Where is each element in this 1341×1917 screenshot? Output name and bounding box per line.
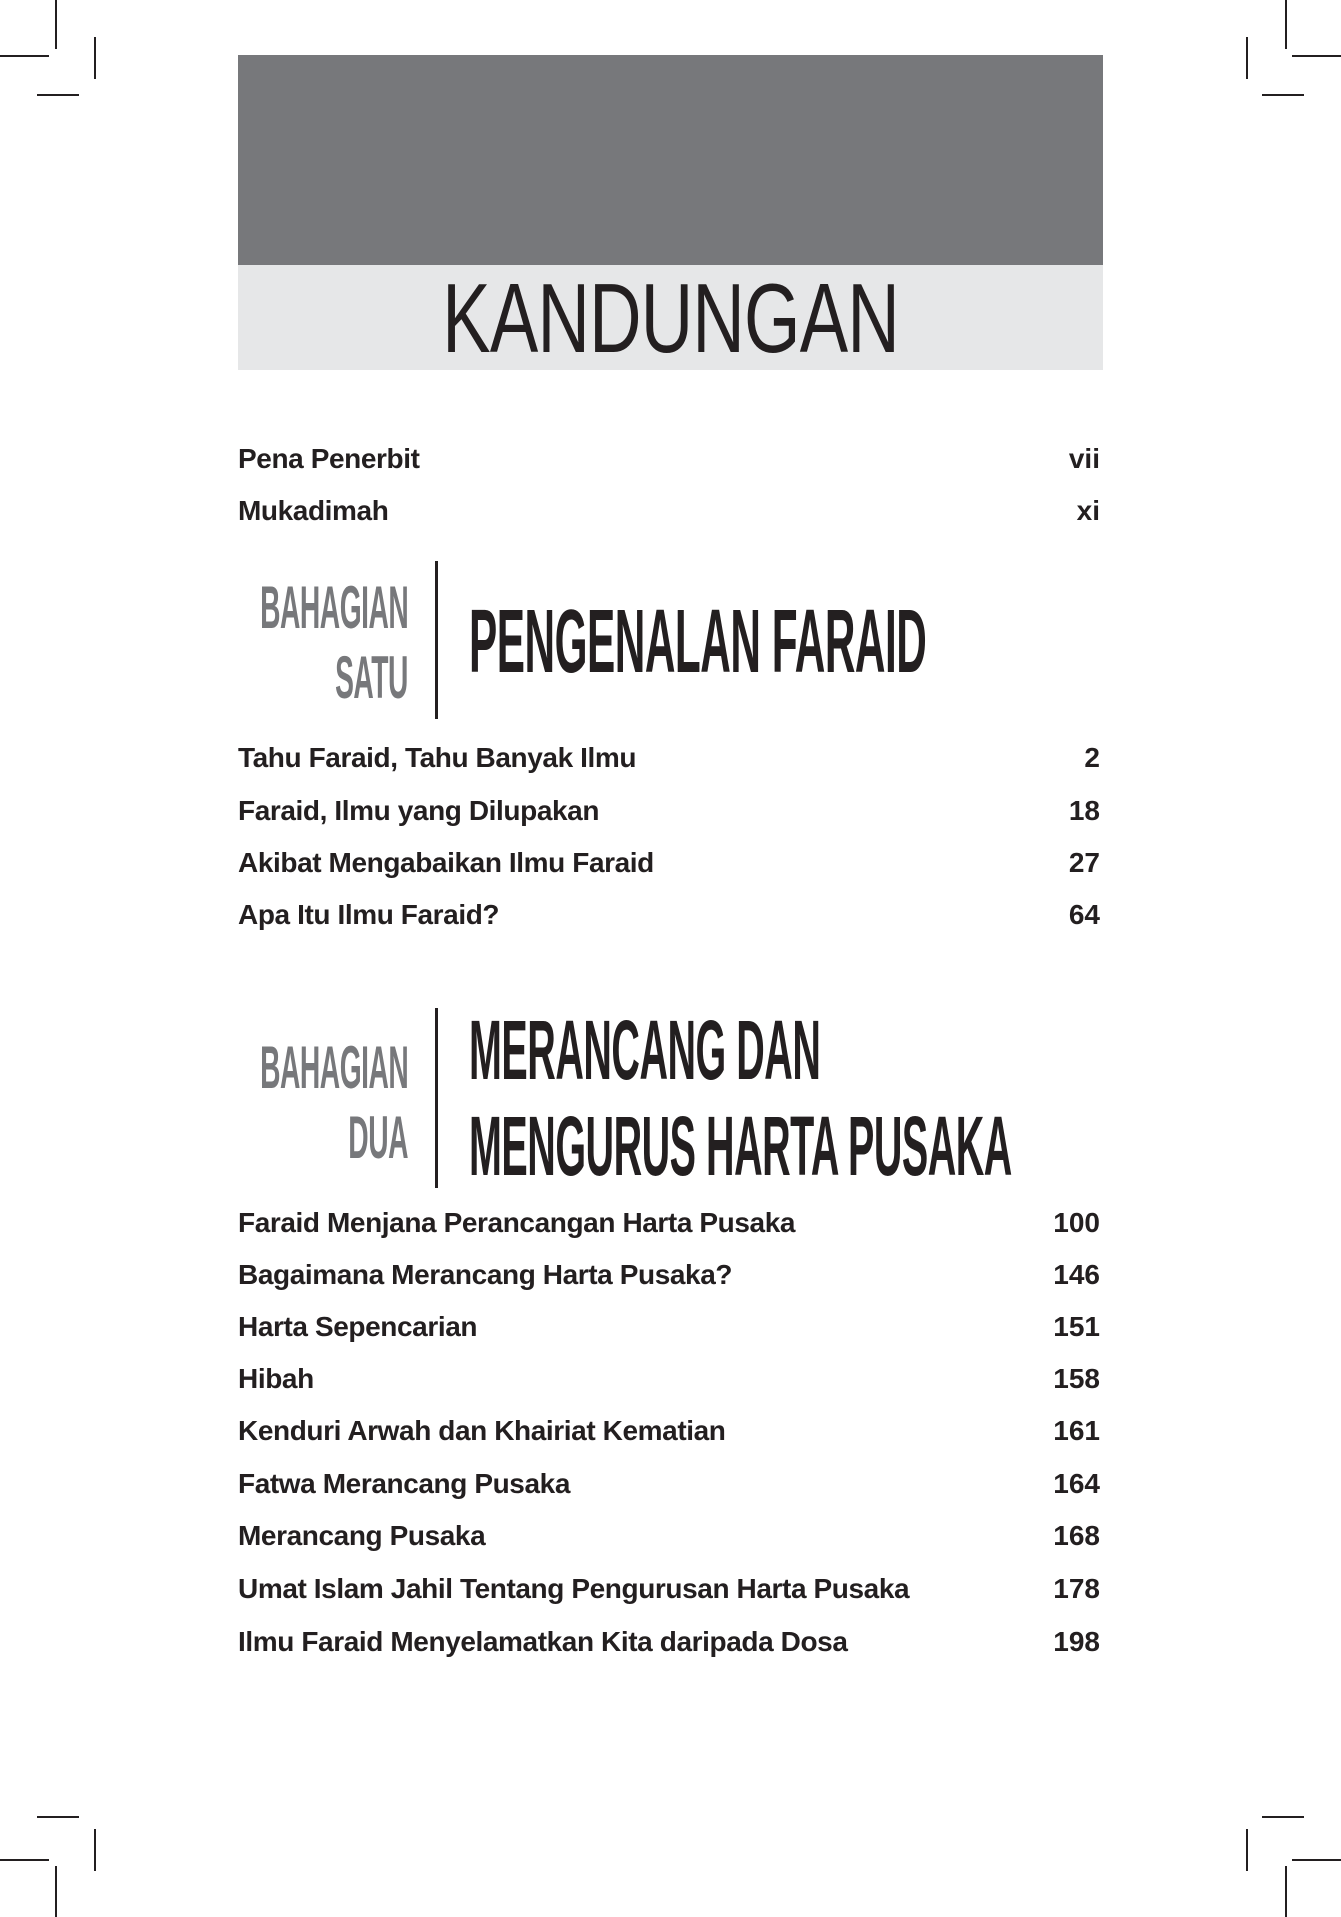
crop-mark <box>1246 37 1248 79</box>
divider <box>435 561 438 719</box>
toc-entry-page: 64 <box>1068 899 1100 930</box>
part-label-number: SATU <box>335 644 408 711</box>
crop-mark <box>37 94 79 96</box>
crop-mark <box>0 1859 49 1861</box>
toc-entry-page: 27 <box>1068 847 1100 878</box>
toc-entry-page: 151 <box>1053 1311 1100 1342</box>
toc-entry-page: 18 <box>1068 795 1100 826</box>
toc-entry-title: Ilmu Faraid Menyelamatkan Kita daripada Dosa <box>238 1626 848 1657</box>
part-label: BAHAGIAN <box>259 574 408 641</box>
toc-entry-page: 164 <box>1053 1468 1100 1499</box>
toc-entry-title: Pena Penerbit <box>238 443 420 474</box>
toc-entry-title: Akibat Mengabaikan Ilmu Faraid <box>238 847 654 878</box>
crop-mark <box>1285 0 1287 49</box>
toc-entry-page: 158 <box>1053 1363 1100 1394</box>
toc-entry-page: 178 <box>1053 1573 1100 1604</box>
toc-entry-page: 146 <box>1053 1259 1100 1290</box>
toc-entry-page: 2 <box>1084 742 1100 773</box>
toc-entry[interactable] <box>238 1411 1100 1451</box>
toc-entry[interactable] <box>238 1307 1100 1347</box>
toc-entry-title: Umat Islam Jahil Tentang Pengurusan Harta Pusaka <box>238 1573 910 1604</box>
toc-entry-page: vii <box>1068 443 1100 474</box>
toc-entry-title: Fatwa Merancang Pusaka <box>238 1468 570 1499</box>
toc-entry-title: Faraid Menjana Perancangan Harta Pusaka <box>238 1207 796 1238</box>
divider <box>435 1008 438 1188</box>
crop-mark <box>94 1829 96 1871</box>
crop-mark <box>55 0 57 49</box>
crop-mark <box>1285 1866 1287 1917</box>
toc-entry[interactable] <box>238 1203 1100 1243</box>
crop-mark <box>94 37 96 79</box>
toc-entry-title: Bagaimana Merancang Harta Pusaka? <box>238 1259 733 1290</box>
toc-entry[interactable] <box>238 491 1100 531</box>
toc-entry-title: Apa Itu Ilmu Faraid? <box>238 899 500 930</box>
toc-entry[interactable] <box>238 1464 1100 1504</box>
part-heading-line2: MENGURUS HARTA PUSAKA <box>469 1099 1012 1193</box>
toc-entry[interactable] <box>238 439 1100 479</box>
crop-mark <box>1262 1816 1304 1818</box>
crop-mark <box>37 1816 79 1818</box>
toc-entry[interactable] <box>238 738 1100 778</box>
toc-entry-page: 198 <box>1053 1626 1100 1657</box>
crop-mark <box>0 55 49 57</box>
part-heading-line1: MERANCANG DAN <box>469 1003 821 1097</box>
page-title: KANDUNGAN <box>442 263 899 373</box>
crop-mark <box>1246 1829 1248 1871</box>
toc-entry[interactable] <box>238 1359 1100 1399</box>
toc-entry-page: xi <box>1076 495 1100 526</box>
crop-mark <box>1262 94 1304 96</box>
toc-entry-title: Hibah <box>238 1363 314 1394</box>
toc-entry-title: Mukadimah <box>238 495 389 526</box>
crop-mark <box>1292 1859 1341 1861</box>
crop-mark <box>55 1866 57 1917</box>
toc-entry[interactable] <box>238 1569 1100 1609</box>
part-label-number: DUA <box>348 1104 408 1171</box>
toc-entry[interactable] <box>238 843 1100 883</box>
toc-entry-title: Faraid, Ilmu yang Dilupakan <box>238 795 600 826</box>
toc-entry-page: 100 <box>1053 1207 1100 1238</box>
toc-entry-title: Tahu Faraid, Tahu Banyak Ilmu <box>238 742 637 773</box>
toc-entry[interactable] <box>238 895 1100 935</box>
part-heading: PENGENALAN FARAID <box>469 592 927 692</box>
toc-entry[interactable] <box>238 1255 1100 1295</box>
crop-mark <box>1292 55 1341 57</box>
toc-entry-page: 168 <box>1053 1520 1100 1551</box>
toc-entry[interactable] <box>238 1516 1100 1556</box>
toc-entry-title: Kenduri Arwah dan Khairiat Kematian <box>238 1415 726 1446</box>
toc-entry[interactable] <box>238 791 1100 831</box>
part-label: BAHAGIAN <box>259 1034 408 1101</box>
toc-entry-title: Harta Sepencarian <box>238 1311 478 1342</box>
page-title-container <box>0 262 1341 374</box>
toc-entry-page: 161 <box>1053 1415 1100 1446</box>
toc-entry[interactable] <box>238 1622 1100 1662</box>
toc-entry-title: Merancang Pusaka <box>238 1520 486 1551</box>
header-banner <box>238 55 1103 265</box>
